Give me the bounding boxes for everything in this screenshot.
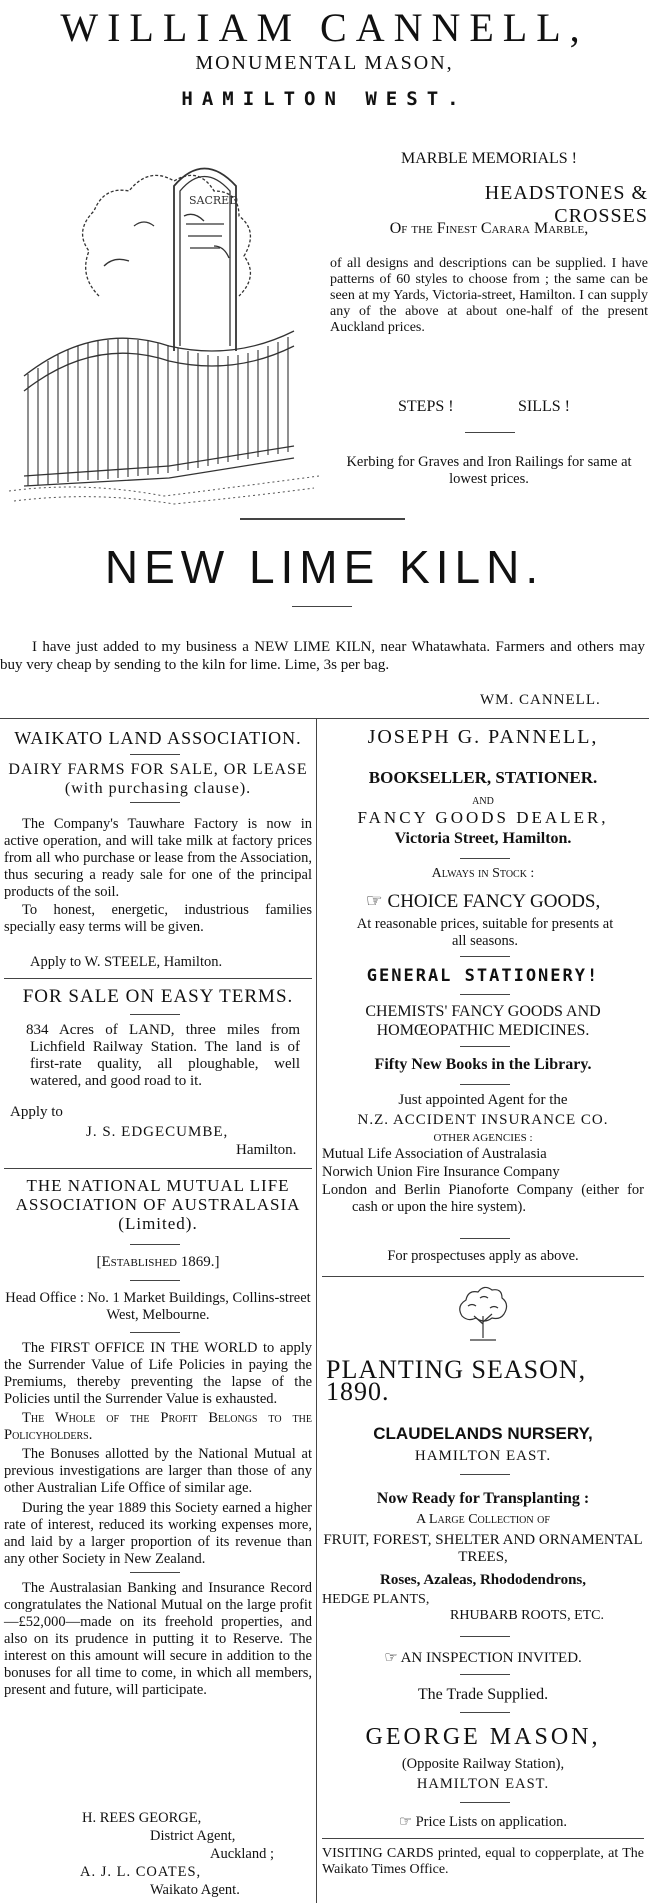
nml-sig2b: Waikato Agent.	[150, 1882, 240, 1898]
pannell-line1: BOOKSELLER, STATIONER.	[368, 768, 598, 787]
visiting-cards: VISITING CARDS printed, equal to copperplate, at The Waikato Times Office.	[322, 1846, 644, 1877]
pointing-hand-icon: ☞	[365, 891, 388, 912]
nml-p2: The Whole of the Profit Belongs to the Policyholders.	[4, 1410, 312, 1443]
nursery-name: CLAUDELANDS NURSERY,	[373, 1424, 593, 1443]
pannell-appointed: Just appointed Agent for the	[398, 1092, 568, 1108]
pannell-choice-sub: At reasonable prices, suitable for presents at all seasons.	[356, 916, 614, 949]
nml-title: THE NATIONAL MUTUAL LIFE ASSOCIATION OF AUSTRALASIA (Limited).	[15, 1176, 301, 1233]
kiln-signature: WM. CANNELL.	[480, 692, 601, 708]
divider	[460, 858, 510, 859]
nml-office: Head Office : No. 1 Market Buildings, Collins-street West, Melbourne.	[5, 1290, 311, 1323]
nursery-trade: The Trade Supplied.	[417, 1686, 549, 1703]
divider	[240, 518, 405, 520]
divider	[460, 1802, 510, 1803]
steps-label: STEPS !	[398, 398, 454, 415]
forsale-title: FOR SALE ON EASY TERMS.	[22, 986, 294, 1007]
pointing-hand-icon: ☞	[398, 1814, 416, 1830]
marble-body: of all designs and descriptions can be supplied. I have patterns of 60 styles to choose from ; the same can be seen at my Yards, Victoria-street, Hamilton. I can supply any of the above at about one-half of the present Auckland prices.	[330, 256, 648, 335]
pannell-and: AND	[472, 796, 494, 807]
pannell-ag3: London and Berlin Pianoforte Company (either for cash or upon the hire system).	[322, 1182, 644, 1215]
nml-sig1b: District Agent,	[150, 1828, 236, 1844]
waikato-title: WAIKATO LAND ASSOCIATION.	[14, 728, 302, 748]
nml-sig1c: Auckland ;	[210, 1846, 275, 1862]
advertiser-place: HAMILTON WEST.	[181, 88, 468, 110]
divider	[460, 1636, 510, 1637]
pannell-other: OTHER AGENCIES :	[433, 1132, 533, 1144]
nml-p1: The FIRST OFFICE IN THE WORLD to apply the Surrender Value of Life Policies in paying the Premiums, thereby preventing the lapse of the Policies until the Surrender Value is exhausted.	[4, 1340, 312, 1407]
nursery-inspection	[322, 1648, 644, 1667]
divider	[130, 1332, 180, 1333]
pannell-accident: N.Z. ACCIDENT INSURANCE CO.	[357, 1112, 609, 1128]
pannell-ag1: Mutual Life Association of Australasia	[322, 1146, 547, 1162]
column-divider	[316, 718, 317, 1903]
nursery-price	[322, 1814, 644, 1831]
nml-sig2: A. J. L. COATES,	[80, 1864, 202, 1880]
pannell-chemists: CHEMISTS' FANCY GOODS AND HOMŒOPATHIC MEDICINES.	[365, 1003, 601, 1039]
waikato-apply: Apply to W. STEELE, Hamilton.	[30, 954, 223, 970]
nursery-hedge: HEDGE PLANTS,	[322, 1592, 430, 1607]
nursery-price-text: Price Lists on application.	[415, 1814, 568, 1830]
marble-memorials-heading: MARBLE MEMORIALS !	[400, 150, 577, 167]
divider	[460, 1712, 510, 1713]
nursery-inspection-text: AN INSPECTION INVITED.	[400, 1650, 582, 1666]
divider	[130, 1244, 180, 1245]
tree-icon	[452, 1286, 514, 1344]
nml-established: [Established 1869.]	[96, 1254, 220, 1270]
divider	[322, 1276, 644, 1277]
divider	[460, 956, 510, 957]
nursery-place: HAMILTON EAST.	[414, 1448, 552, 1464]
divider	[460, 1474, 510, 1475]
headstones-heading: HEADSTONES & CROSSES	[484, 182, 648, 227]
divider	[4, 978, 312, 979]
divider	[460, 1084, 510, 1085]
nursery-title	[326, 1355, 648, 1406]
nursery-roses: Roses, Azaleas, Rhododendrons,	[379, 1572, 586, 1588]
advertiser-name: WILLIAM CANNELL,	[60, 5, 589, 50]
pannell-title: JOSEPH G. PANNELL,	[367, 726, 599, 748]
nursery-trees: FRUIT, FOREST, SHELTER AND ORNAMENTAL TREES,	[323, 1532, 643, 1565]
waikato-subtitle: DAIRY FARMS FOR SALE, OR LEASE (with purchasing clause).	[8, 761, 308, 797]
pannell-always: Always in Stock :	[431, 866, 535, 881]
forsale-body: 834 Acres of LAND, three miles from Lichfield Railway Station. The land is of first-rate quality, all ploughable, well watered, and good road to it.	[26, 1022, 300, 1089]
nursery-rhubarb: RHUBARB ROOTS, ETC.	[450, 1608, 605, 1623]
divider	[130, 1280, 180, 1281]
kerbing-text: Kerbing for Graves and Iron Railings for same at lowest prices.	[346, 454, 632, 487]
nursery-ready: Now Ready for Transplanting :	[376, 1490, 590, 1507]
svg-text:SACRED: SACRED	[189, 194, 239, 207]
sills-label: SILLS !	[518, 398, 570, 415]
kiln-body: I have just added to my business a NEW LIME KILN, near Whatawhata. Farmers and others may buy very cheap by sending to the kiln for lime. Lime, 3s per bag.	[0, 639, 645, 673]
waikato-p2: To honest, energetic, industrious families specially easy terms will be given.	[4, 902, 312, 935]
nursery-owner-place: HAMILTON EAST.	[416, 1776, 550, 1792]
pannell-general: GENERAL STATIONERY!	[366, 966, 600, 986]
pannell-fifty: Fifty New Books in the Library.	[374, 1056, 592, 1073]
divider	[0, 718, 649, 719]
nml-p4: During the year 1889 this Society earned a higher rate of interest, reduced its working expenses more, and laid by a larger proportion of its revenue than any other Society in New Zealand.	[4, 1500, 312, 1567]
divider	[130, 754, 180, 755]
divider	[4, 1168, 312, 1169]
forsale-agent-place: Hamilton.	[236, 1142, 297, 1158]
marble-quality: Of the Finest Carara Marble,	[389, 220, 589, 237]
headstone-illustration	[4, 146, 324, 506]
nml-p5: The Australasian Banking and Insurance Record congratulates the National Mutual on the large profit—£52,000—made on its freehold properties, and also on its prudence in putting it to Reserve. The interest on this amount will secure in addition to the bonuses for all time to come, in which all members, present and future, will participate.	[4, 1580, 312, 1698]
divider	[460, 994, 510, 995]
divider	[130, 1014, 180, 1015]
divider	[465, 432, 515, 433]
forsale-agent: J. S. EDGECUMBE,	[86, 1124, 229, 1140]
nml-p3: The Bonuses allotted by the National Mutual at previous investigations are larger than those of any other Australian Life Office of similar age.	[4, 1446, 312, 1496]
pannell-line2: FANCY GOODS DEALER,	[357, 808, 609, 827]
divider	[130, 802, 180, 803]
pannell-line3: Victoria Street, Hamilton.	[394, 830, 572, 847]
advertiser-trade: MONUMENTAL MASON,	[195, 52, 454, 74]
pointing-hand-icon: ☞	[384, 1650, 401, 1666]
divider	[460, 1238, 510, 1239]
divider	[322, 1838, 644, 1839]
nursery-title-text: PLANTING SEASON, 1890.	[326, 1355, 587, 1406]
pannell-choice	[322, 890, 644, 913]
nursery-opposite: (Opposite Railway Station),	[401, 1756, 565, 1772]
divider	[292, 606, 352, 607]
divider	[130, 1572, 180, 1573]
nursery-collection: A Large Collection of	[416, 1512, 550, 1527]
divider	[460, 1674, 510, 1675]
pannell-prospectuses: For prospectuses apply as above.	[387, 1248, 579, 1264]
divider	[460, 1046, 510, 1047]
pannell-ag2: Norwich Union Fire Insurance Company	[322, 1164, 560, 1180]
pannell-choice-text: CHOICE FANCY GOODS,	[387, 891, 601, 912]
nml-sig1: H. REES GEORGE,	[82, 1810, 202, 1826]
forsale-apply: Apply to	[10, 1104, 63, 1120]
kiln-title: NEW LIME KILN.	[104, 541, 545, 593]
nursery-owner: GEORGE MASON,	[365, 1724, 601, 1750]
waikato-p1: The Company's Tauwhare Factory is now in active operation, and will take milk at factory prices from all who purchase or lease from the Association, thus securing a ready sale for one of the principal products of the soil.	[4, 816, 312, 900]
